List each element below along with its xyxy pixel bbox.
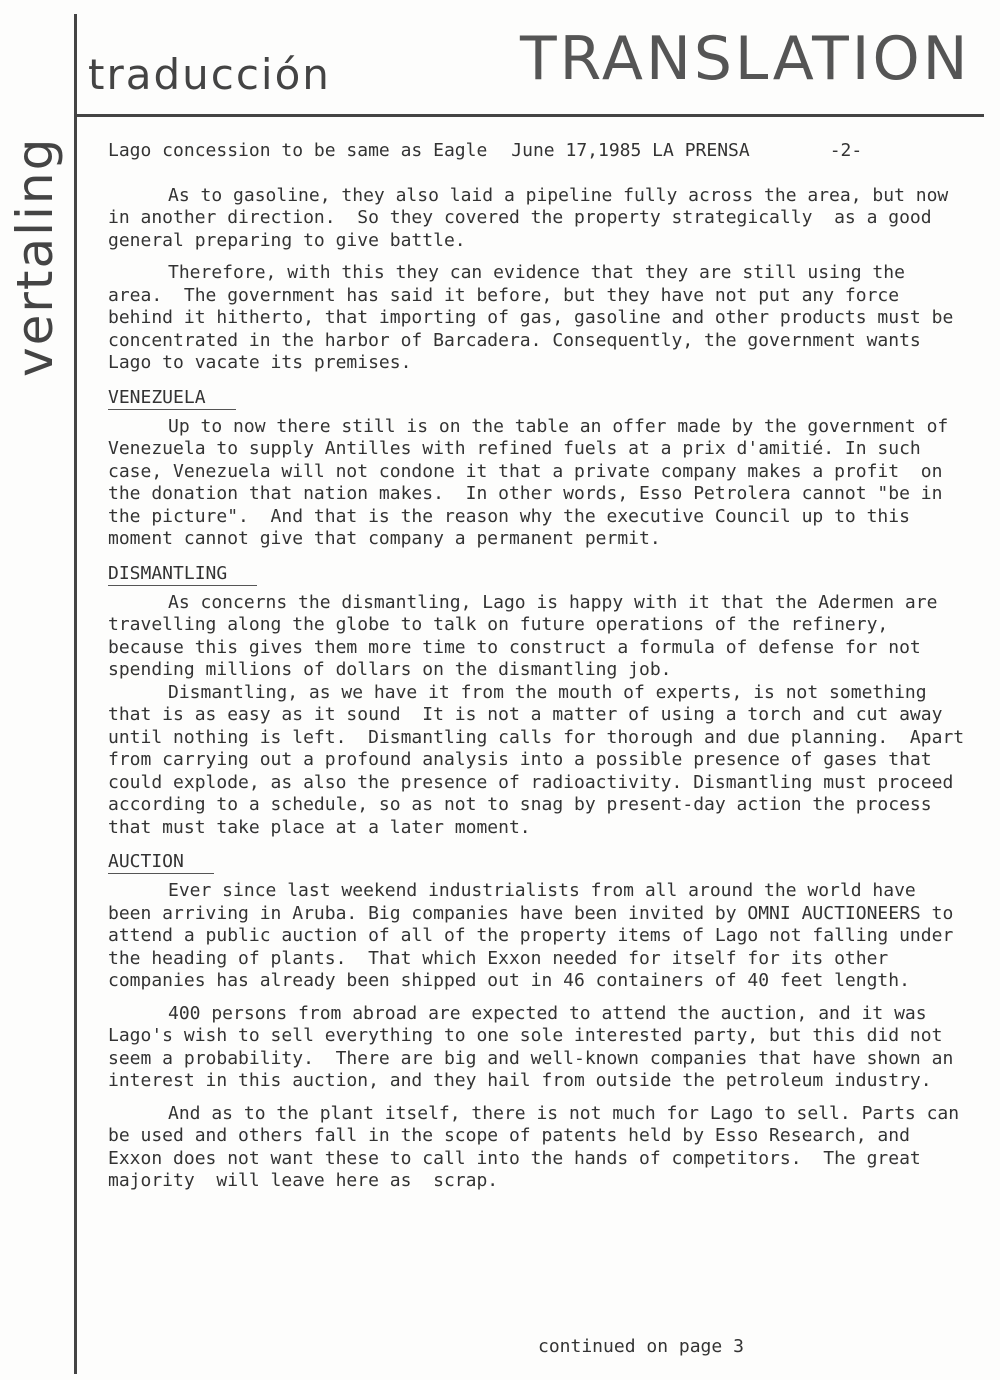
document-body (108, 140, 975, 1203)
continuation-note: continued on page 3 (538, 1336, 744, 1357)
header-english: TRANSLATION (520, 24, 971, 94)
date-source: June 17,1985 LA PRENSA (511, 140, 750, 161)
paragraph: Therefore, with this they can evidence that they are still using the area. The government has said it before, but they have not put any force behind it hitherto, that importing of gas, gasoline and other products must be concentrated in the harbor of Barcadera. Consequently, the government wants Lago to vacate its premises. (108, 262, 965, 373)
paragraph: And as to the plant itself, there is not much for Lago to sell. Parts can be used and others fall in the scope of patents held by Esso Research, and Exxon does not want these to call into the hands of competitors. The great majority will leave here as scrap. (108, 1102, 970, 1191)
paragraph: Dismantling, as we have it from the mouth of experts, is not something that is as easy as it sound It is not a matter of using a torch and cut away until nothing is left. Dismantling calls for thorough and due planning. Apart from carrying out a profound analysis into a possible presence of gases that could explode, as also the presence of radioactivity. Dismantling must proceed according to a schedule, so as not to snag by present-day action the process that must take place at a later moment. (108, 681, 975, 838)
side-label-vertaling: vertaling (6, 136, 64, 377)
paragraph: Ever since last weekend industrialists from all around the world have been arriving in Aruba. Big companies have been invited by OMNI AUCTIONEERS to attend a public auction of all of the property items of Lago not falling under the heading of plants. That which Exxon needed for itself for its other companies has already been shipped out in 46 containers of 40 feet length. (108, 880, 965, 991)
paragraph: As to gasoline, they also laid a pipeline fully across the area, but now in another direction. So they covered the property strategically as a good general preparing to give battle. (108, 184, 960, 251)
headline: Lago concession to be same as Eagle (108, 140, 488, 161)
header-spanish: traducción (88, 50, 331, 99)
section-heading-auction: AUCTION (108, 851, 214, 874)
section-heading-dismantling: DISMANTLING (108, 563, 257, 586)
article-meta (108, 140, 968, 163)
paragraph: Up to now there still is on the table an offer made by the government of Venezuela to supply Antilles with refined fuels at a prix d'amitié. In such case, Venezuela will not condone it that a private company makes a profit on the donation that nation makes. In other words, Esso Petrolera cannot "be in the picture". And that is the reason why the executive Council up to this moment cannot give that company a permanent permit. (108, 415, 960, 549)
section-heading-venezuela: VENEZUELA (108, 387, 236, 410)
left-margin-rule (74, 14, 77, 1374)
paragraph: As concerns the dismantling, Lago is happy with it that the Adermen are travelling along the globe to talk on future operations of the refinery, because this gives them more time to construct a formula of defense for not spending millions of dollars on the dismantling job. (108, 591, 949, 680)
paragraph: 400 persons from abroad are expected to attend the auction, and it was Lago's wish to sell everything to one sole interested party, but this did not seem a probability. There are big and well-known companies that have shown an interest in this auction, and they hail from outside the petroleum industry. (108, 1002, 965, 1091)
header-rule (74, 114, 984, 117)
page-number: -2- (829, 140, 863, 161)
